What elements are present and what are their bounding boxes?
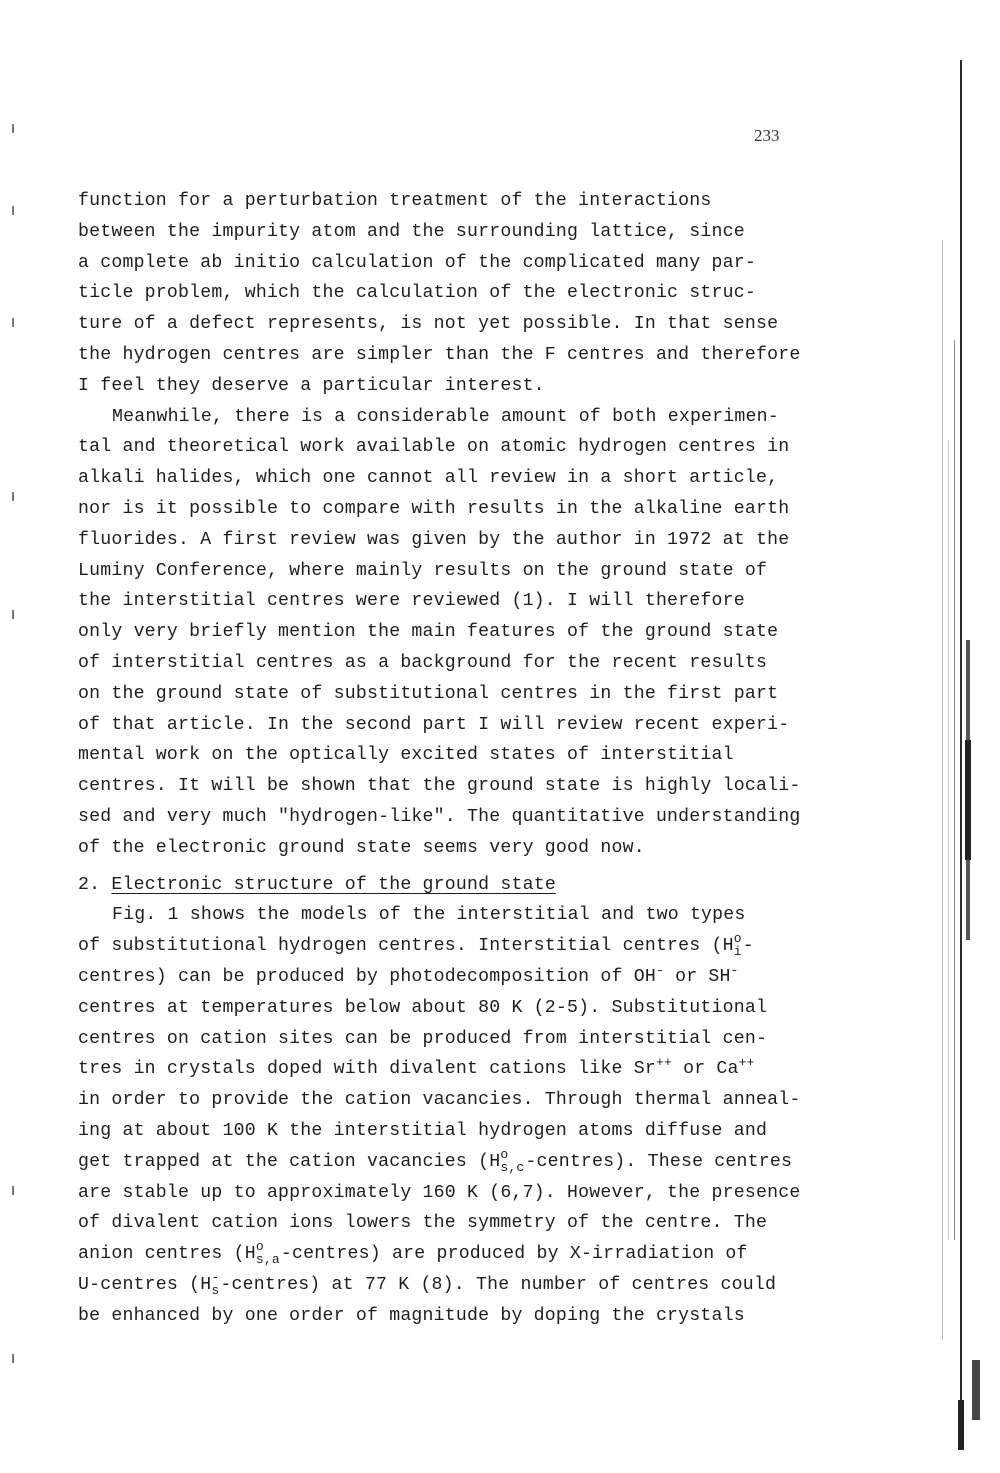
scan-mark — [12, 124, 14, 133]
text-run: U-centres (H — [78, 1274, 212, 1295]
text-line — [78, 931, 838, 962]
text-line: of the electronic ground state seems very good now. — [78, 837, 645, 858]
text-run: -centres) are produced by X-irradiation of — [280, 1244, 748, 1265]
text-line: sed and very much "hydrogen-like". The quantitative understanding — [78, 806, 801, 827]
section-heading — [78, 870, 838, 901]
text-run: -centres). These centres — [525, 1151, 793, 1172]
subscript: s,a — [255, 1252, 280, 1268]
text-line: the hydrogen centres are simpler than the F centres and therefore — [78, 344, 801, 365]
text-line: function for a perturbation treatment of the interactions — [78, 191, 712, 211]
text-line: Luminy Conference, where mainly results on the ground state of — [78, 560, 768, 581]
scan-mark — [12, 206, 14, 215]
text-line: tal and theoretical work available on atomic hydrogen centres in — [78, 437, 790, 458]
superscript: - — [730, 962, 739, 978]
page-number: 233 — [754, 126, 780, 145]
text-line: ing at about 100 K the interstitial hydrogen atoms diffuse and — [78, 1120, 768, 1141]
text-line: of divalent cation ions lowers the symmetry of the centre. The — [78, 1213, 768, 1234]
text-line: between the impurity atom and the surrounding lattice, since — [78, 221, 745, 242]
subscript: s,c — [500, 1159, 525, 1175]
h-anion-symbol — [256, 1240, 280, 1266]
scan-mark — [12, 1186, 14, 1195]
text-line: mental work on the optically excited states of interstitial — [78, 745, 734, 766]
superscript: ++ — [655, 1055, 672, 1071]
text-line: be enhanced by one order of magnitude by doping the crystals — [78, 1305, 745, 1326]
superscript: o — [733, 931, 742, 947]
text-line: the interstitial centres were reviewed (1). I will therefore — [78, 591, 745, 612]
text-line — [78, 1239, 838, 1270]
text-run: tres in crystals doped with divalent cations like Sr — [78, 1059, 656, 1080]
body-text — [78, 186, 838, 1331]
text-line: I feel they deserve a particular interest. — [78, 375, 545, 396]
text-run: -centres) at 77 K (8). The number of centres could — [220, 1274, 777, 1295]
h-interstitial-symbol — [734, 932, 742, 958]
text-line: ticle problem, which the calculation of the electronic struc- — [78, 283, 756, 304]
text-run: or SH — [663, 966, 731, 987]
text-line: nor is it possible to compare with results in the alkaline earth — [78, 498, 790, 519]
text-run: or Ca — [671, 1059, 739, 1080]
text-run: of substitutional hydrogen centres. Interstitial centres (H — [78, 936, 734, 957]
text-line: of that article. In the second part I will review recent experi- — [78, 714, 790, 735]
text-line: in order to provide the cation vacancies. Through thermal anneal- — [78, 1090, 801, 1111]
text-line: on the ground state of substitutional centres in the first part — [78, 683, 779, 704]
section-number: 2. — [78, 874, 101, 895]
text-run: anion centres (H — [78, 1244, 256, 1265]
text-line: fluorides. A first review was given by the author in 1972 at the — [78, 529, 790, 550]
text-run: centres) can be produced by photodecomposition of OH — [78, 966, 656, 987]
scan-mark — [12, 1354, 14, 1363]
text-run: get trapped at the cation vacancies (H — [78, 1151, 501, 1172]
superscript: o — [255, 1239, 264, 1255]
superscript: - — [655, 962, 664, 978]
scan-mark — [12, 318, 14, 327]
text-line: centres at temperatures below about 80 K (2-5). Substitutional — [78, 997, 768, 1018]
text-line: are stable up to approximately 160 K (6,7). However, the presence — [78, 1182, 801, 1203]
subscript: i — [733, 944, 742, 960]
superscript: o — [500, 1146, 509, 1162]
superscript: ++ — [738, 1055, 755, 1071]
text-line — [78, 1054, 838, 1085]
scan-mark — [12, 610, 14, 619]
section-title: Electronic structure of the ground state — [111, 874, 556, 895]
h-u-centre-symbol — [211, 1271, 219, 1297]
text-line: Fig. 1 shows the models of the interstitial and two types — [112, 905, 746, 926]
text-line: only very briefly mention the main features of the ground state — [78, 622, 779, 643]
text-line: centres on cation sites can be produced from interstitial cen- — [78, 1028, 768, 1049]
text-line: alkali halides, which one cannot all review in a short article, — [78, 468, 779, 489]
text-line: a complete ab initio calculation of the complicated many par- — [78, 252, 756, 273]
text-line: of interstitial centres as a background for the recent results — [78, 652, 768, 673]
subscript: s — [211, 1283, 220, 1299]
text-line — [78, 962, 838, 993]
superscript: - — [211, 1270, 220, 1286]
scan-mark — [12, 492, 14, 501]
text-line — [78, 1147, 838, 1178]
text-line: ture of a defect represents, is not yet possible. In that sense — [78, 314, 779, 335]
scan-edge-shadow — [932, 40, 984, 1460]
text-line: Meanwhile, there is a considerable amount of both experimen- — [112, 406, 779, 427]
text-line — [78, 1270, 838, 1301]
text-run: - — [742, 936, 754, 957]
text-line: centres. It will be shown that the ground state is highly locali- — [78, 776, 801, 797]
h-cation-symbol — [500, 1148, 524, 1174]
